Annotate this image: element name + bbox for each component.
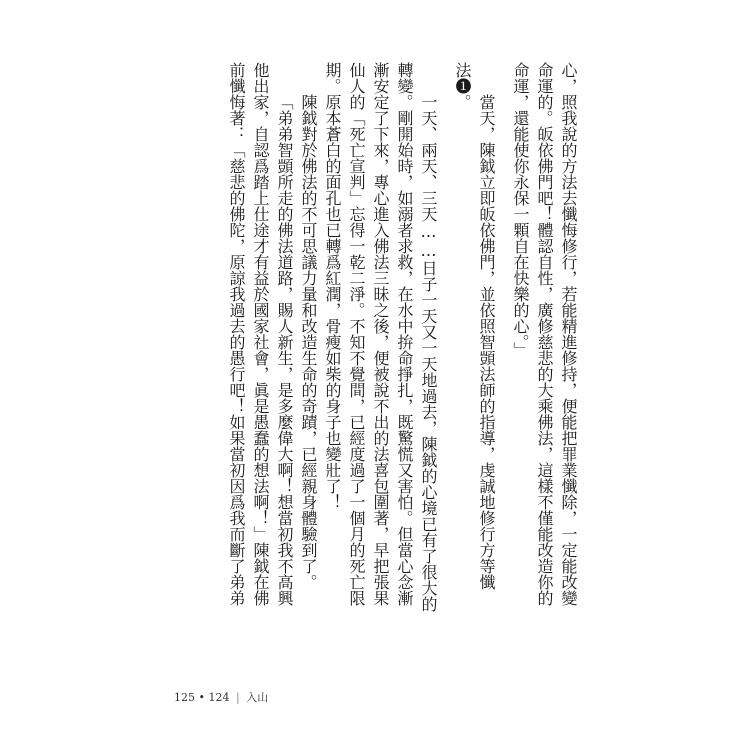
vertical-text-body: [160, 62, 580, 622]
page-footer: [174, 689, 268, 705]
text-column-9: 仙人的「死亡宣判」忘得一乾二淨。不知不覺間，已經度過了一個月的死亡限: [347, 62, 366, 606]
text-column-12: 「弟弟智顗所走的佛法道路，賜人新生，是多麼偉大啊！想當初我不高興: [275, 94, 294, 606]
text-column-1: 心，照我說的方法去懺悔修行，若能精進修持，便能把罪業懺除，一定能改變: [559, 62, 578, 606]
text-column-6: 一天、兩天、三天……日子一天又一天地過去，陳鉞的心境已有了很大的: [419, 94, 438, 612]
text-column-2: 命運的。皈依佛門吧！體認自性，廣修慈悲的大乘佛法，這樣不僅能改造你的: [535, 62, 554, 606]
text-column-11: 陳鉞對於佛法的不可思議力量和改造生命的奇蹟，已經親身體驗到了。: [299, 94, 318, 590]
paragraph-gap: [440, 62, 450, 622]
text-column-3: 命運，還能使你永保一顆自在快樂的心。」: [511, 62, 530, 358]
page-numbers: 125 • 124: [174, 691, 230, 704]
text-column-5: 法❶。: [453, 62, 472, 110]
text-column-7: 轉變。剛開始時，如溺者求救，在水中拚命掙扎，既驚慌又害怕。但當心念漸: [395, 62, 414, 606]
paragraph-gap: [498, 62, 508, 622]
text-column-13: 他出家，自認爲踏上仕途才有益於國家社會，眞是愚蠢的想法啊！」陳鉞在佛: [251, 62, 270, 606]
book-title: 入山: [246, 691, 269, 704]
text-column-4: 當天，陳鉞立即皈依佛門，並依照智顗法師的指導，虔誠地修行方等懺: [477, 94, 496, 590]
text-column-14: 前懺悔著：「慈悲的佛陀，原諒我過去的愚行吧！如果當初因爲我而斷了弟弟: [227, 62, 246, 606]
text-column-10: 期。原本蒼白的面孔也已轉爲紅潤，骨瘦如柴的身子也變壯了！: [323, 62, 342, 510]
text-column-8: 漸安定了下來，專心進入佛法三昧之後，便被說不出的法喜包圍著，早把張果: [371, 62, 390, 606]
footer-separator: |: [235, 691, 240, 704]
